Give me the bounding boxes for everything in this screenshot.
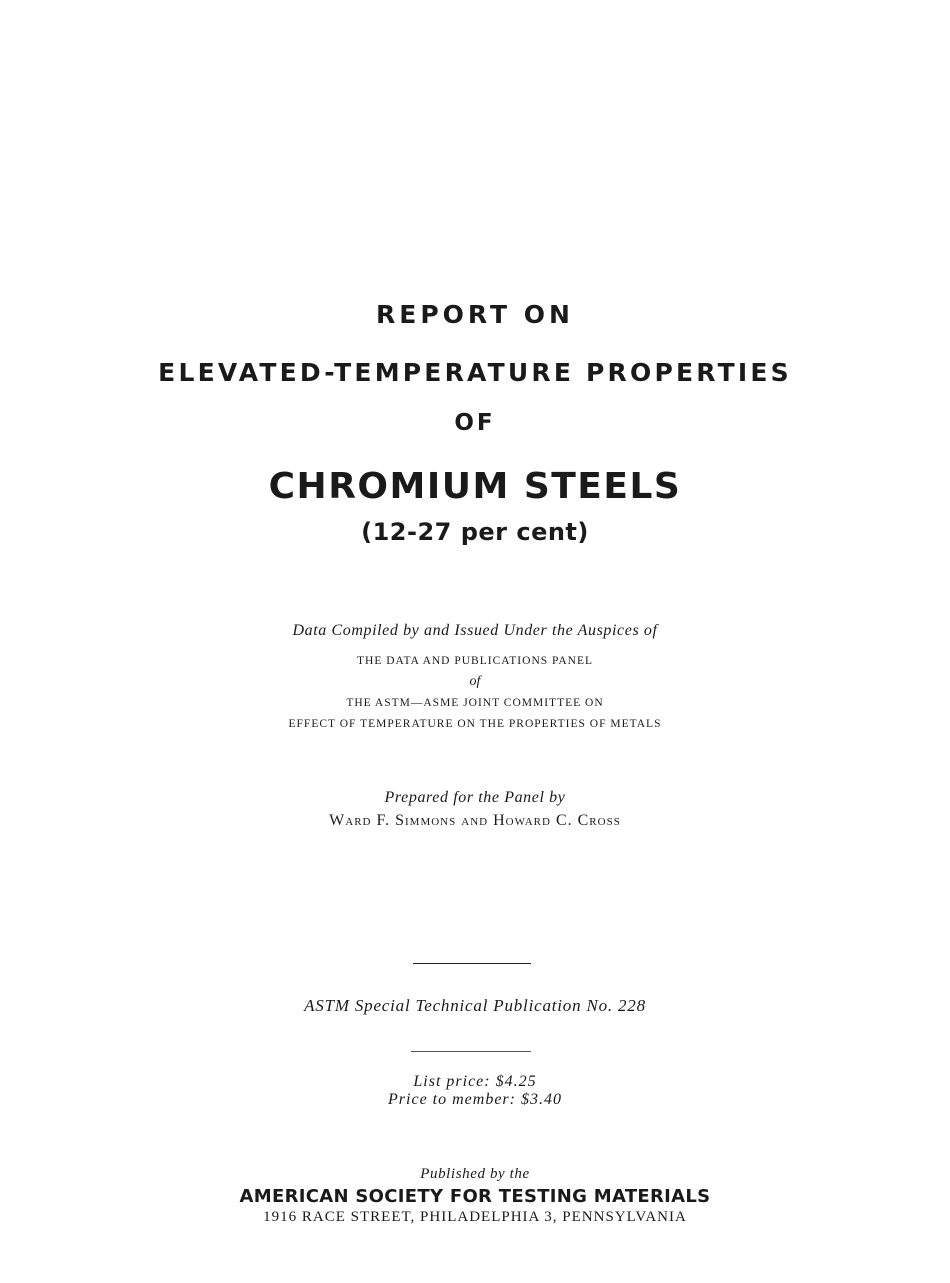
authors: Ward F. Simmons and Howard C. Cross [329, 812, 621, 829]
title-elevated-temperature: ELEVATED-TEMPERATURE PROPERTIES [158, 358, 792, 387]
divider-top [413, 963, 531, 964]
panel-name: THE DATA AND PUBLICATIONS PANEL [356, 655, 594, 667]
divider-bottom [411, 1051, 531, 1052]
committee-name: THE ASTM—ASME JOINT COMMITTEE ON [346, 697, 604, 709]
published-by: Published by the [420, 1166, 530, 1182]
panel-of: of [469, 674, 481, 689]
member-price: Price to member: $3.40 [388, 1091, 562, 1108]
publication-number: ASTM Special Technical Publication No. 228 [304, 996, 646, 1015]
compiled-intro: Data Compiled by and Issued Under the Auspices of [292, 622, 658, 639]
committee-subject: EFFECT OF TEMPERATURE ON THE PROPERTIES OF METALS [288, 718, 662, 730]
title-report-on: REPORT ON [376, 300, 574, 329]
list-price: List price: $4.25 [413, 1073, 537, 1090]
title-of: OF [454, 410, 496, 436]
prepared-intro: Prepared for the Panel by [384, 789, 566, 806]
title-subtitle-percent: (12-27 per cent) [361, 518, 589, 546]
publisher-name: AMERICAN SOCIETY FOR TESTING MATERIALS [239, 1186, 711, 1207]
publisher-address: 1916 RACE STREET, PHILADELPHIA 3, PENNSYLVANIA [263, 1209, 687, 1225]
title-chromium-steels: CHROMIUM STEELS [268, 466, 682, 507]
